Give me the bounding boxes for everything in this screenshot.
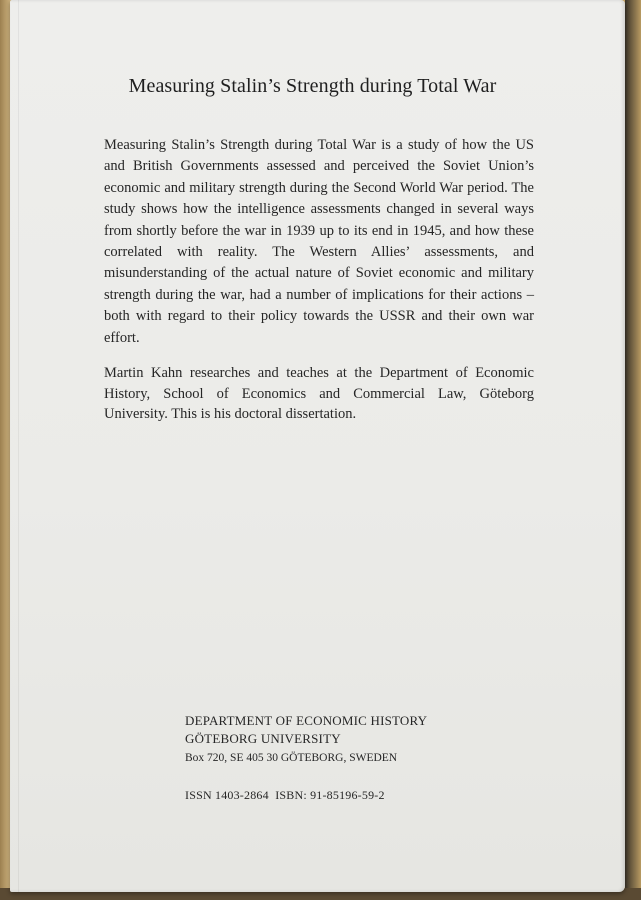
postal-address: Box 720, SE 405 30 GÖTEBORG, SWEDEN: [185, 752, 398, 764]
book-spine-edge: [0, 0, 10, 900]
publisher-imprint: [185, 712, 427, 804]
university-name: GÖTEBORG UNIVERSITY: [185, 731, 341, 746]
cover-seam: [18, 0, 19, 892]
department-name: DEPARTMENT OF ECONOMIC HISTORY: [185, 713, 428, 728]
back-cover: [10, 0, 625, 892]
book-right-edge: [625, 0, 641, 900]
blurb-paragraph: Measuring Stalin’s Strength during Total War is a study of how the US and British Governments assessed and perceived the Soviet Union’s economic and military strength during the Second World War period. The study shows how the intelligence assessments changed in several ways from shortly before the war in 1939 up to its end in 1945, and how these correlated with reality. The Western Allies’ assessments, and misunderstanding of the actual nature of Soviet economic and military strength during the war, had a number of implications for their actions – both with regard to their policy towards the USSR and their own war effort.: [104, 137, 534, 346]
issn-isbn: ISSN 1403-2864 ISBN: 91-85196-59-2: [185, 788, 385, 802]
book-title: Measuring Stalin’s Strength during Total War: [128, 75, 497, 97]
author-bio-paragraph: Martin Kahn researches and teaches at the Department of Economic History, School of Economics and Commercial Law, Göteborg University. This is his doctoral dissertation.: [104, 365, 534, 422]
